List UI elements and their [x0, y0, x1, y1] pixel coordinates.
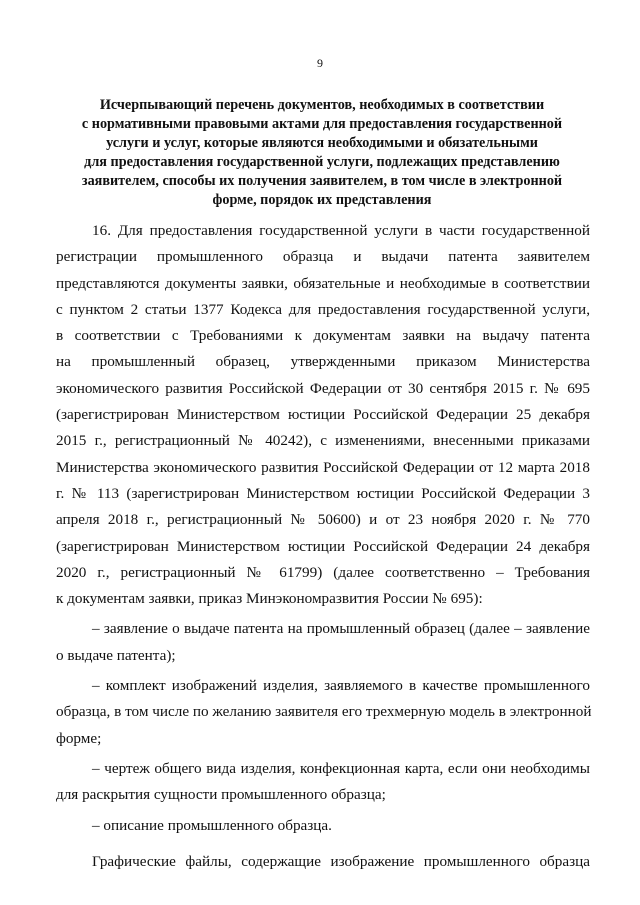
paragraph-line: апреля 2018 г., регистрационный № 50600) и от 23 ноября 2020 г. № 770 [56, 511, 590, 529]
paragraph-line: (зарегистрирован Министерством юстиции Российской Федерации 24 декабря [56, 537, 590, 555]
heading-line: заявителем, способы их получения заявителем, в том числе в электронной [81, 173, 563, 189]
paragraph-line: 16. Для предоставления государственной услуги в части государственной [92, 222, 590, 239]
page-number: 9 [317, 56, 323, 70]
section-heading [62, 96, 582, 210]
list-item-line: – заявление о выдаче патента на промышленный образец (далее – заявление [92, 620, 590, 638]
final-paragraph [56, 849, 590, 875]
document-body [56, 218, 590, 875]
heading-line: для предоставления государственной услуги, подлежащих представлению [84, 154, 560, 170]
paragraph-line: представляются документы заявки, обязательные и необходимые в соответствии [56, 274, 590, 292]
list-item [56, 673, 590, 752]
paragraph-line: г. № 113 (зарегистрирован Министерством юстиции Российской Федерации 3 [56, 484, 590, 502]
paragraph-line: 2020 г., регистрационный № 61799) (далее соответственно – Требования [56, 563, 590, 581]
paragraph-line: экономического развития Российской Федерации от 30 сентября 2015 г. № 695 [56, 379, 590, 397]
heading-line: Исчерпывающий перечень документов, необходимых в соответствии [99, 97, 545, 113]
paragraph-line: к документам заявки, приказ Минэкономразвития России № 695): [56, 590, 483, 608]
list-item [56, 813, 590, 839]
list-item-line: – описание промышленного образца. [92, 816, 332, 834]
heading-line: форме, порядок их представления [212, 192, 432, 208]
paragraph-line: на промышленный образец, утвержденными приказом Министерства [56, 353, 590, 371]
list-item-line: образца, в том числе по желанию заявителя его трехмерную модель в электронной [56, 703, 592, 721]
list-item-line: форме; [56, 729, 102, 747]
list-item-line: о выдаче патента); [56, 646, 176, 664]
heading-line: услуги и услуг, которые являются необходимыми и обязательными [106, 135, 538, 151]
list-item-line: – комплект изображений изделия, заявляемого в качестве промышленного [92, 677, 590, 695]
list-item-line: для раскрытия сущности промышленного образца; [56, 786, 386, 804]
paragraph-line: (зарегистрирован Министерством юстиции Российской Федерации 25 декабря [56, 406, 590, 424]
paragraph-line: регистрации промышленного образца и выдачи патента заявителем [56, 248, 590, 266]
paragraph-16 [56, 218, 590, 612]
paragraph-line: с пунктом 2 статьи 1377 Кодекса для предоставления государственной услуги, [56, 300, 590, 318]
list-item-line: – чертеж общего вида изделия, конфекционная карта, если они необходимы [92, 759, 590, 777]
heading-line: с нормативными правовыми актами для предоставления государственной [81, 116, 563, 132]
list-item [56, 756, 590, 809]
paragraph-line: Графические файлы, содержащие изображение промышленного образца [92, 852, 590, 870]
paragraph-line: Министерства экономического развития Российской Федерации от 12 марта 2018 [56, 458, 590, 476]
paragraph-line: 2015 г., регистрационный № 40242), с изменениями, внесенными приказами [56, 432, 590, 450]
paragraph-line: в соответствии с Требованиями к документам заявки на выдачу патента [56, 327, 590, 345]
list-item [56, 616, 590, 669]
